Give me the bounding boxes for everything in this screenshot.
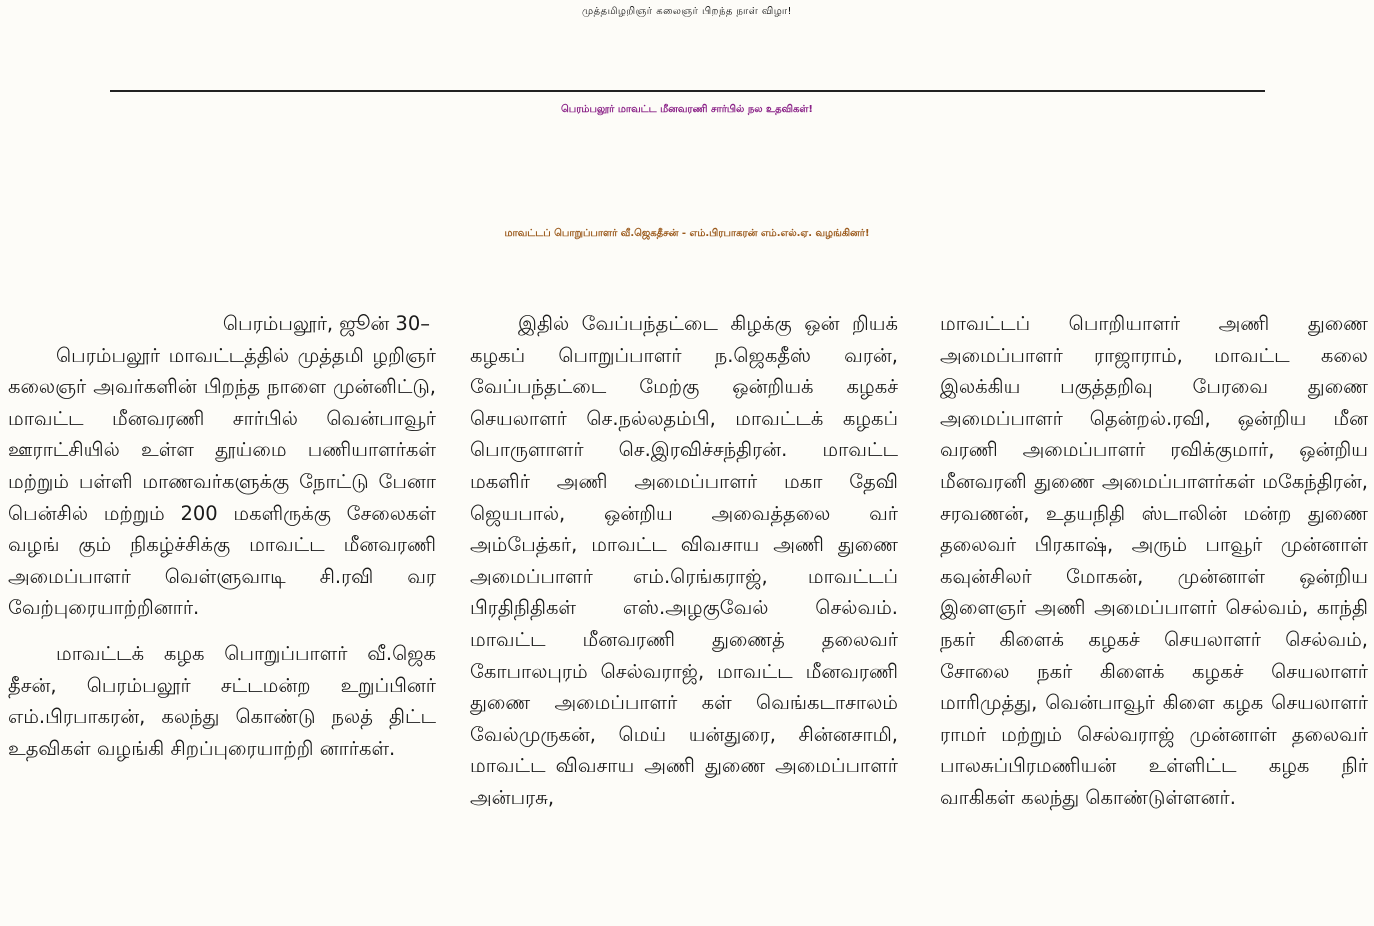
subheadline: மாவட்டப் பொறுப்பாளர் வீ.ஜெகதீசன் - எம்.பிரபாகரன் எம்.எல்.ஏ. வழங்கினர்! — [504, 228, 870, 239]
paragraph: பெரம்பலூர் மாவட்டத்தில் முத்தமி ழறிஞர் கலைஞர் அவர்களின் பிறந்த நாளை முன்னிட்டு, மாவட்ட மீனவரணி சார்பில் வென்பாவூர் ஊராட்சியில் உள்ள தூய்மை பணியாளர்கள் மற்றும் பள்ளி மாணவர்களுக்கு நோட்டு பேனா பென்சில் மற்றும் 200 மகளிருக்கு சேலைகள் வழங் கும் நிகழ்ச்சிக்கு மாவட்ட மீனவரணி அமைப்பாளர் வெள்ளுவாடி சி.ரவி வர வேற்புரையாற்றினார். — [8, 343, 436, 620]
paragraph: இதில் வேப்பந்தட்டை கிழக்கு ஒன் றியக் கழகப் பொறுப்பாளர் ந.ஜெகதீஸ் வரன், வேப்பந்தட்டை மேற்கு ஒன்றியக் கழகச் செயலாளர் செ.நல்லதம்பி, மாவட்டக் கழகப் பொருளாளர் செ.இரவிச்சந்திரன். மாவட்ட மகளிர் அணி அமைப்பாளர் மகா தேவி ஜெயபால், ஒன்றிய அவைத்தலை வர் அம்பேத்கர், மாவட்ட விவசாய அணி துணை அமைப்பாளர் எம்.ரெங்கராஜ், மாவட்டப் பிரதிநிதிகள் எஸ்.அழகுவேல் செல்வம். மாவட்ட மீனவரணி துணைத் தலைவர் கோபாலபுரம் செல்வராஜ், மாவட்ட மீனவரணி துணை அமைப்பாளர் கள் வெங்கடாசாலம் வேல்முருகன், மெய் யன்துரை, சின்னசாமி, மாவட்ட விவசாய அணி துணை அமைப்பாளர் அன்பரசு, — [470, 312, 898, 809]
paragraph: மாவட்டப் பொறியாளர் அணி துணை அமைப்பாளர் ராஜாராம், மாவட்ட கலை இலக்கிய பகுத்தறிவு பேரவை துணை அமைப்பாளர் தென்றல்.ரவி, ஒன்றிய மீன வரணி அமைப்பாளர் ரவிக்குமார், ஒன்றிய மீனவரனி துணை அமைப்பாளர்கள் மகேந்திரன், சரவணன், உதயநிதி ஸ்டாலின் மன்ற துணை தலைவர் பிரகாஷ், அரும் பாவூர் முன்னாள் கவுன்சிலர் மோகன், முன்னாள் ஒன்றிய இளைஞர் அணி அமைப்பாளர் செல்வம், காந்தி நகர் கிளைக் கழகச் செயலாளர் செல்வம், சோலை நகர் கிளைக் கழகச் செயலாளர் மாரிமுத்து, வென்பாவூர் கிளை கழக செயலாளர் ராமர் மற்றும் செல்வராஜ் முன்னாள் தலைவர் பாலசுப்பிரமணியன் உள்ளிட்ட கழக நிர் வாகிகள் கலந்து கொண்டுள்ளனர். — [940, 312, 1368, 809]
article-column-3 — [940, 308, 1368, 918]
article-column-1 — [8, 308, 436, 918]
headline: பெரம்பலூர் மாவட்ட மீனவரணி சார்பில் நல உதவிகள்! — [561, 104, 813, 115]
dateline: பெரம்பலூர், ஜூன் 30– — [222, 312, 430, 335]
paragraph: மாவட்டக் கழக பொறுப்பாளர் வீ.ஜெக தீசன், பெரம்பலூர் சட்டமன்ற உறுப்பினர் எம்.பிரபாகரன், கலந்து கொண்டு நலத் திட்ட உதவிகள் வழங்கி சிறப்புரையாற்றி னார்கள். — [8, 641, 436, 760]
article-column-2 — [470, 308, 898, 918]
header-rule — [110, 90, 1265, 92]
kicker-title: முத்தமிழறிஞர் கலைஞர் பிறந்த நாள் விழா! — [581, 6, 793, 17]
